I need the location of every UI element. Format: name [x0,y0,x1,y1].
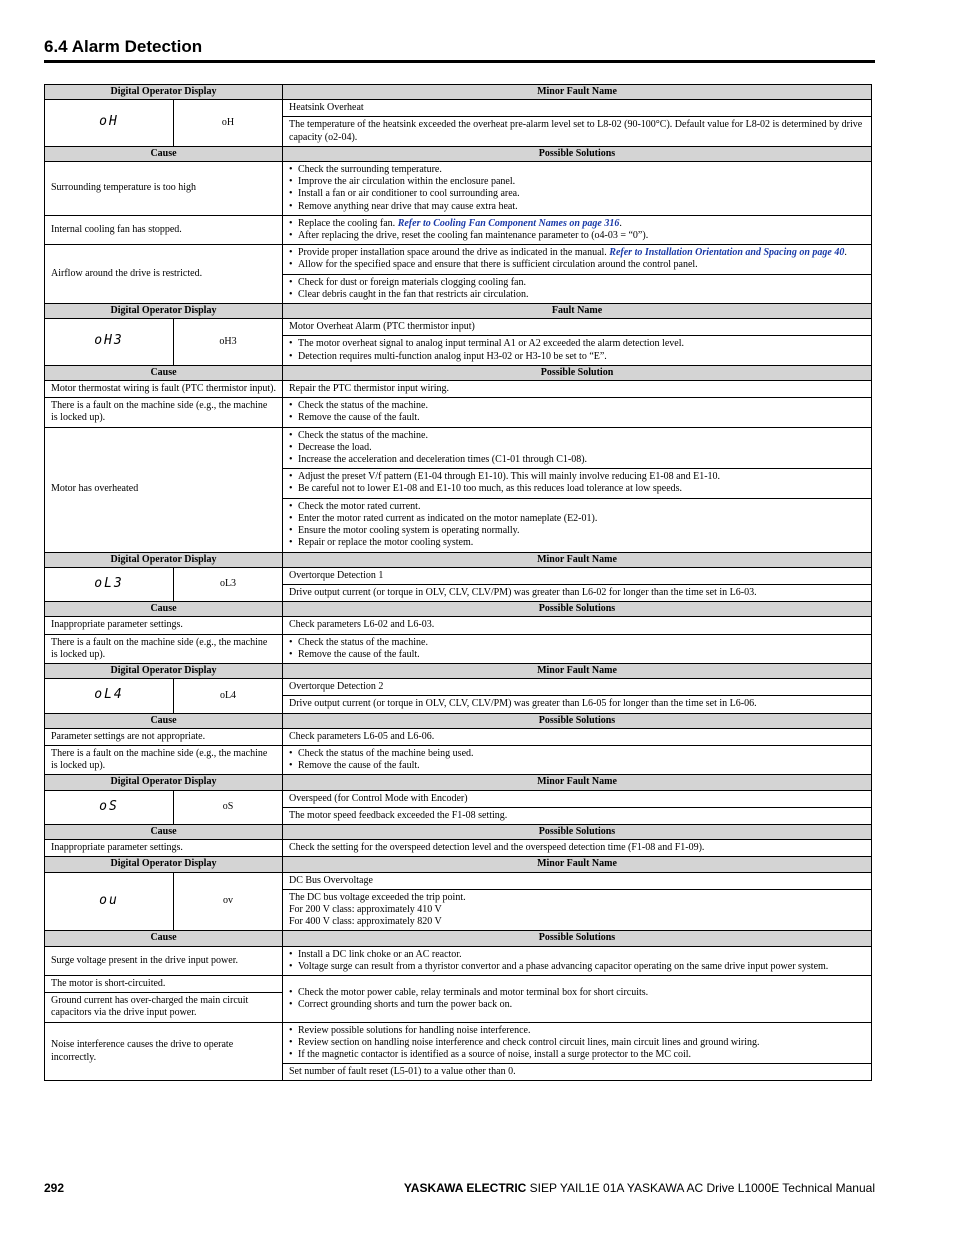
solution-cell: • Check the motor power cable, relay terminals and motor terminal box for short circuits. • Correct grounding shorts and turn the power back on. [283,975,872,1022]
fault-code: oL4 [174,679,283,713]
solution-cell: • Check the status of the machine. • Decrease the load. • Increase the acceleration and deceleration times (C1-01 through C1-08). [283,427,872,469]
page-link[interactable]: Refer to Cooling Fan Component Names on page 316 [397,217,620,229]
fault-description: Drive output current (or torque in OLV, CLV, CLV/PM) was greater than L6-02 for longer than the time set in L6-03. [283,584,872,601]
fault-name: DC Bus Overvoltage [283,872,872,889]
cause-cell: Internal cooling fan has stopped. [45,215,283,244]
fault-code: oS [174,790,283,824]
cause-cell: Noise interference causes the drive to operate incorrectly. [45,1022,283,1081]
display-glyph: oH [45,100,174,147]
cause-cell: Parameter settings are not appropriate. [45,728,283,745]
document-title: YASKAWA ELECTRIC SIEP YAIL1E 01A YASKAWA AC Drive L1000E Technical Manual [403,1181,875,1195]
fault-name: Motor Overheat Alarm (PTC thermistor input) [283,319,872,336]
cause-cell: Inappropriate parameter settings. [45,617,283,634]
fault-row-oH [45,100,872,117]
solution-cell: Check parameters L6-02 and L6-03. [283,617,872,634]
display-glyph: oH3 [45,319,174,366]
cause-cell: The motor is short-circuited. [45,975,283,992]
page-link[interactable]: Refer to Installation Orientation and Spacing on page 40 [609,247,845,259]
solution-cell: • Replace the cooling fan. Refer to Cooling Fan Component Names on page 316. • After replacing the drive, reset the cooling fan maintenance parameter to (o4-03 = “0”). [283,215,872,244]
fault-description: Drive output current (or torque in OLV, CLV, CLV/PM) was greater than L6-05 for longer than the time set in L6-06. [283,696,872,713]
cause-cell: Surrounding temperature is too high [45,162,283,216]
cause-cell: There is a fault on the machine side (e.g., the machine is locked up). [45,745,283,774]
subheader-row: Cause Possible Solutions [45,931,872,946]
fault-row-oS [45,790,872,807]
alarm-table [44,84,872,1081]
cause-cell: Inappropriate parameter settings. [45,840,283,857]
cause-cell: There is a fault on the machine side (e.g., the machine is locked up). [45,398,283,427]
section-title: 6.4 Alarm Detection [44,37,203,56]
header-rule [44,60,875,63]
fault-row-oL3 [45,567,872,584]
page-number: 292 [44,1181,65,1195]
header-row: Digital Operator Display Minor Fault Name [45,775,872,790]
subheader-row: Cause Possible Solutions [45,824,872,839]
solution-cell: • Check the status of the machine being used. • Remove the cause of the fault. [283,745,872,774]
fault-row-oL4 [45,679,872,696]
solution-cell: Set number of fault reset (L5-01) to a value other than 0. [283,1064,872,1081]
solution-cell: Check parameters L6-05 and L6-06. [283,728,872,745]
fault-description: The temperature of the heatsink exceeded the overheat pre-alarm level set to L8-02 (90-100°C). Default value for L8-02 is determined by drive capacity (o2-04). [283,117,872,146]
display-glyph: oL4 [45,679,174,713]
solution-cell: • Review possible solutions for handling noise interference. • Review section on handling noise interference and check control circuit lines, main circuit lines and ground wiring. • If the magnetic contactor is identified as a source of noise, install a surge protector to the MC coil. [283,1022,872,1064]
cause-cell: There is a fault on the machine side (e.g., the machine is locked up). [45,634,283,663]
solution-cell: • Check for dust or foreign materials clogging cooling fan. • Clear debris caught in the fan that restricts air circulation. [283,274,872,303]
cause-cell: Motor has overheated [45,427,283,552]
header-row: Digital Operator Display Fault Name [45,304,872,319]
solution-cell: Check the setting for the overspeed detection level and the overspeed detection time (F1-08 and F1-09). [283,840,872,857]
header-row: Digital Operator Display Minor Fault Name [45,663,872,678]
cause-cell: Motor thermostat wiring is fault (PTC thermistor input). [45,381,283,398]
solution-cell: • Check the status of the machine. • Remove the cause of the fault. [283,634,872,663]
fault-code: oH [174,100,283,147]
cause-cell: Ground current has over-charged the main circuit capacitors via the drive input power. [45,993,283,1022]
solution-cell: • Install a DC link choke or an AC reactor. • Voltage surge can result from a thyristor convertor and a phase advancing capacitor operating on the same drive input power system. [283,946,872,975]
cause-cell: Surge voltage present in the drive input power. [45,946,283,975]
solution-cell: • Check the motor rated current. • Enter the motor rated current as indicated on the motor nameplate (E2-01). • Ensure the motor cooling system is operating normally. • Repair or replace the motor cooling system. [283,498,872,552]
display-glyph: oS [45,790,174,824]
fault-code: oH3 [174,319,283,366]
fault-row-oH3 [45,319,872,336]
cause-cell: Airflow around the drive is restricted. [45,245,283,304]
solution-cell: • Check the status of the machine. • Remove the cause of the fault. [283,398,872,427]
subheader-row: Cause Possible Solutions [45,146,872,161]
page-header [44,37,875,63]
solution-cell: • Adjust the preset V/f pattern (E1-04 through E1-10). This will mainly involve reducing E1-08 and E1-10. • Be careful not to lower E1-08 and E1-10 too much, as this reduces load tolerance at low speeds. [283,469,872,498]
subheader-row: Cause Possible Solutions [45,602,872,617]
solution-cell: • Provide proper installation space around the drive as indicated in the manual. Refer to Installation Orientation and Spacing on page 40. • Allow for the specified space and ensure that there is sufficient circulation around the control panel. [283,245,872,274]
solution-cell: Repair the PTC thermistor input wiring. [283,381,872,398]
fault-name: Overtorque Detection 1 [283,567,872,584]
fault-name: Overspeed (for Control Mode with Encoder) [283,790,872,807]
header-row: Digital Operator Display Minor Fault Name [45,857,872,872]
fault-code: ov [174,872,283,931]
fault-name: Heatsink Overheat [283,100,872,117]
fault-description: The motor speed feedback exceeded the F1-08 setting. [283,807,872,824]
fault-code: oL3 [174,567,283,601]
fault-description: • The motor overheat signal to analog input terminal A1 or A2 exceeded the alarm detection level. • Detection requires multi-function analog input H3-02 or H3-10 be set to “E”. [283,336,872,365]
fault-description: The DC bus voltage exceeded the trip point. For 200 V class: approximately 410 V For 400 V class: approximately 820 V [283,889,872,931]
solution-cell: • Check the surrounding temperature. • Improve the air circulation within the enclosure panel. • Install a fan or air conditioner to cool surrounding area. • Remove anything near drive that may cause extra heat. [283,162,872,216]
display-glyph: oL3 [45,567,174,601]
header-row: Digital Operator Display Minor Fault Name [45,85,872,100]
subheader-row: Cause Possible Solutions [45,713,872,728]
header-row: Digital Operator Display Minor Fault Name [45,552,872,567]
display-glyph: ou [45,872,174,931]
subheader-row: Cause Possible Solution [45,365,872,380]
fault-row-ov [45,872,872,889]
fault-name: Overtorque Detection 2 [283,679,872,696]
